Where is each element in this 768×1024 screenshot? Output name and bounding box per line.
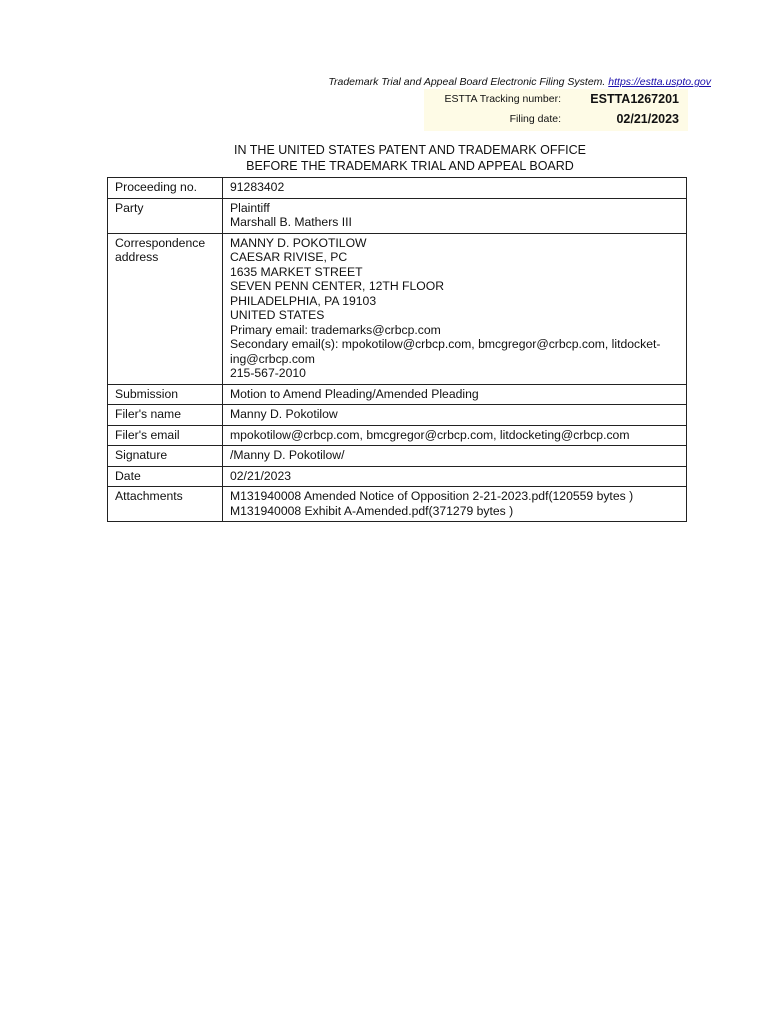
signature-label: Signature (108, 446, 223, 467)
correspondence-city: PHILADELPHIA, PA 19103 (230, 293, 377, 308)
date-value: 02/21/2023 (223, 466, 687, 487)
date-row (108, 466, 687, 487)
filing-date-label: Filing date: (509, 113, 561, 125)
system-text: Trademark Trial and Appeal Board Electronic Filing System. (328, 76, 606, 88)
attachment-item: M131940008 Amended Notice of Opposition 2-21-2023.pdf(120559 bytes ) (230, 489, 634, 503)
party-role: Plaintiff (230, 200, 270, 215)
correspondence-name: MANNY D. POKOTILOW (230, 235, 367, 250)
attachments-row (108, 487, 687, 522)
correspondence-phone: 215-567-2010 (230, 366, 306, 380)
attachments-value (223, 487, 687, 522)
tracking-number-row (424, 89, 688, 109)
filer-name-value: Manny D. Pokotilow (223, 405, 687, 426)
correspondence-value (223, 233, 687, 384)
tracking-number-label: ESTTA Tracking number: (444, 93, 561, 105)
correspondence-row (108, 233, 687, 384)
filer-email-label: Filer's email (108, 425, 223, 446)
submission-row (108, 384, 687, 405)
filer-name-row (108, 405, 687, 426)
correspondence-country: UNITED STATES (230, 308, 325, 322)
proceeding-label: Proceeding no. (108, 178, 223, 199)
party-value (223, 198, 687, 233)
date-label: Date (108, 466, 223, 487)
primary-email: Primary email: trademarks@crbcp.com (230, 322, 441, 337)
filing-date-value: 02/21/2023 (616, 112, 679, 126)
signature-value: /Manny D. Pokotilow/ (223, 446, 687, 467)
party-name: Marshall B. Mathers III (230, 215, 352, 229)
tracking-box (424, 89, 688, 131)
correspondence-building: SEVEN PENN CENTER, 12TH FLOOR (230, 279, 445, 293)
party-label: Party (108, 198, 223, 233)
signature-row (108, 446, 687, 467)
party-row (108, 198, 687, 233)
proceeding-row (108, 178, 687, 199)
attachments-label: Attachments (108, 487, 223, 522)
correspondence-label: Correspondence address (108, 233, 223, 384)
tracking-number-value: ESTTA1267201 (590, 92, 679, 106)
filer-email-row (108, 425, 687, 446)
filer-name-label: Filer's name (108, 405, 223, 426)
submission-label: Submission (108, 384, 223, 405)
document-title-line-2: BEFORE THE TRADEMARK TRIAL AND APPEAL BOARD (246, 159, 574, 173)
proceeding-value: 91283402 (223, 178, 687, 199)
document-title-line-1: IN THE UNITED STATES PATENT AND TRADEMARK OFFICE (234, 143, 586, 157)
correspondence-street: 1635 MARKET STREET (230, 264, 363, 279)
correspondence-firm: CAESAR RIVISE, PC (230, 250, 348, 264)
secondary-emails: Secondary email(s): mpokotilow@crbcp.com, bmcgregor@crbcp.com, litdocket-ing@crbcp.com (230, 337, 661, 366)
attachment-item: M131940008 Exhibit A-Amended.pdf(371279 bytes ) (230, 503, 514, 518)
filing-date-row (424, 109, 688, 129)
filer-email-value: mpokotilow@crbcp.com, bmcgregor@crbcp.com, litdocketing@crbcp.com (223, 425, 687, 446)
estta-link[interactable]: https://estta.uspto.gov (608, 76, 711, 88)
system-header (328, 76, 711, 88)
submission-value: Motion to Amend Pleading/Amended Pleading (223, 384, 687, 405)
filing-info-table (107, 177, 687, 522)
